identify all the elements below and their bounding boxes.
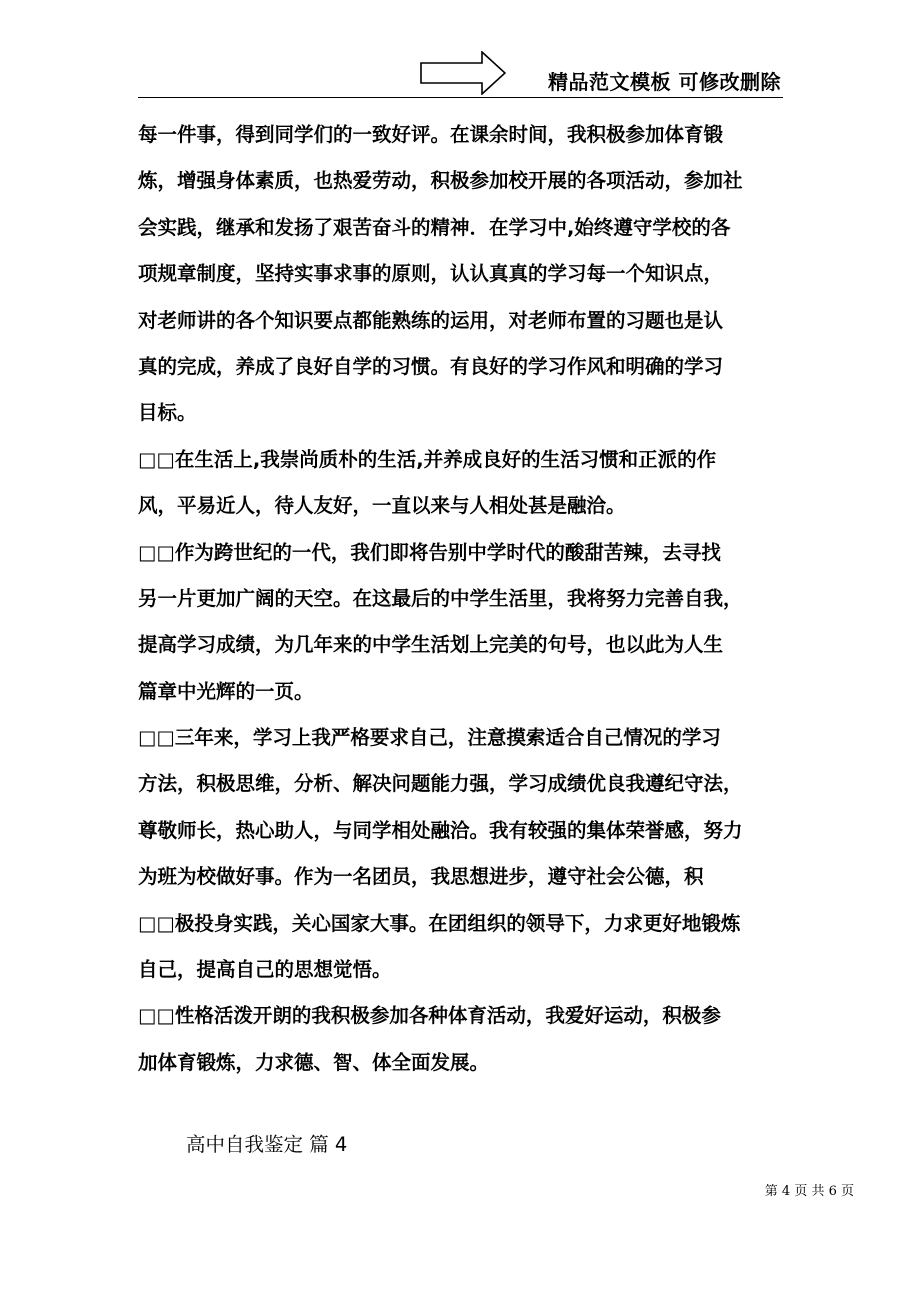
- right-arrow-outline-icon: [420, 51, 506, 95]
- text-line: 加体育锻炼，力求德、智、体全面发展。: [138, 1050, 490, 1074]
- text-line: 炼，增强身体素质，也热爱劳动，积极参加校开展的各项活动，参加社: [138, 169, 743, 193]
- text-line: 为班为校做好事。作为一名团员，我思想进步，遵守社会公德，积: [138, 865, 704, 889]
- text-line: 风，平易近人，待人友好，一直以来与人相处甚是融洽。: [138, 494, 626, 518]
- text-line: 提高学习成绩，为几年来的中学生活划上完美的句号，也以此为人生: [138, 633, 724, 657]
- text-line: 每一件事，得到同学们的一致好评。在课余时间，我积极参加体育锻: [138, 123, 724, 146]
- text-line: 目标。: [138, 401, 197, 425]
- page-header: [138, 50, 783, 98]
- text-line: □□三年来，学习上我严格要求自己，注意摸索适合自己情况的学习: [138, 726, 721, 750]
- body-text: [138, 112, 784, 1086]
- text-line: 真的完成，养成了良好自学的习惯。有良好的学习作风和明确的学习: [138, 354, 724, 378]
- text-line: 自己，提高自己的思想觉悟。: [138, 958, 392, 982]
- text-line: □□在生活上,我崇尚质朴的生活,并养成良好的生活习惯和正派的作: [138, 447, 717, 471]
- text-line: 对老师讲的各个知识要点都能熟练的运用，对老师布置的习题也是认: [138, 308, 724, 332]
- text-line: 另一片更加广阔的天空。在这最后的中学生活里，我将努力完善自我，: [138, 586, 743, 610]
- header-rule: [138, 97, 783, 98]
- text-line: □□极投身实践，关心国家大事。在团组织的领导下，力求更好地锻炼: [138, 911, 741, 935]
- text-line: □□作为跨世纪的一代，我们即将告别中学时代的酸甜苦辣，去寻找: [138, 540, 721, 564]
- page-number: 第 4 页 共 6 页: [764, 1184, 854, 1199]
- text-line: 会实践，继承和发扬了艰苦奋斗的精神．在学习中,始终遵守学校的各: [138, 215, 731, 239]
- text-line: 尊敬师长，热心助人，与同学相处融洽。我有较强的集体荣誉感，努力: [138, 818, 743, 842]
- text-line: 篇章中光辉的一页。: [138, 679, 314, 703]
- text-line: 方法，积极思维，分析、解决问题能力强，学习成绩优良我遵纪守法，: [138, 772, 743, 796]
- section-heading: 高中自我鉴定 篇 4: [186, 1133, 348, 1156]
- text-line: □□性格活泼开朗的我积极参加各种体育活动，我爱好运动，积极参: [138, 1004, 721, 1028]
- header-title: 精品范文模板 可修改删除: [548, 70, 781, 94]
- text-line: 项规章制度，坚持实事求事的原则，认认真真的学习每一个知识点，: [138, 262, 724, 286]
